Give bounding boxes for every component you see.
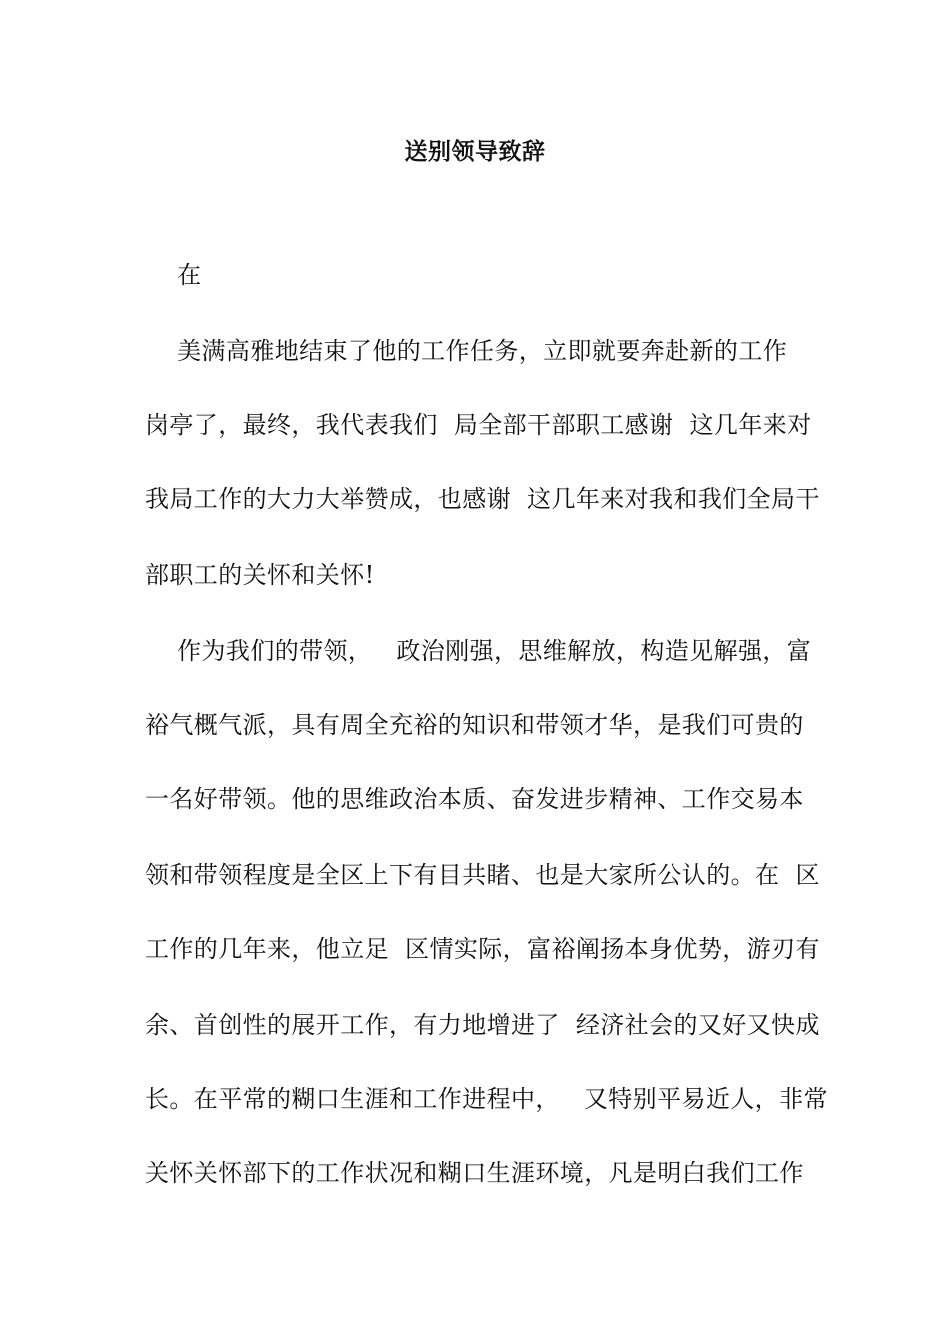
document-title: 送别领导致辞 [404, 139, 546, 165]
text-line: 裕气概气派，具有周全充裕的知识和带领才华，是我们可贵的 [145, 711, 804, 739]
text-line: 领和带领程度是全区上下有目共睹、也是大家所公认的。在 区 [145, 861, 820, 889]
text-line: 美满高雅地结束了他的工作任务，立即就要奔赴新的工作 [145, 337, 788, 365]
text-line: 部职工的关怀和关怀! [145, 561, 375, 589]
text-line: 工作的几年来，他立足 区情实际，富裕阐扬本身优势，游刃有 [145, 935, 820, 963]
text-line: 岗亭了，最终，我代表我们 局全部干部职工感谢 这几年来对 [145, 411, 812, 439]
text-line: 余、首创性的展开工作，有力地增进了 经济社会的又好又快成 [145, 1011, 820, 1039]
text-line: 在 [145, 261, 202, 289]
text-line: 我局工作的大力大举赞成，也感谢 这几年来对我和我们全局干 [145, 485, 820, 513]
text-line: 作为我们的带领， 政治刚强，思维解放，构造见解强，富 [145, 637, 812, 665]
text-line: 长。在平常的糊口生涯和工作进程中， 又特别平易近人，非常 [145, 1085, 828, 1113]
text-line: 关怀关怀部下的工作状况和糊口生涯环境，凡是明白我们工作 [145, 1159, 804, 1187]
text-line: 一名好带领。他的思维政治本质、奋发进步精神、工作交易本 [145, 785, 804, 813]
